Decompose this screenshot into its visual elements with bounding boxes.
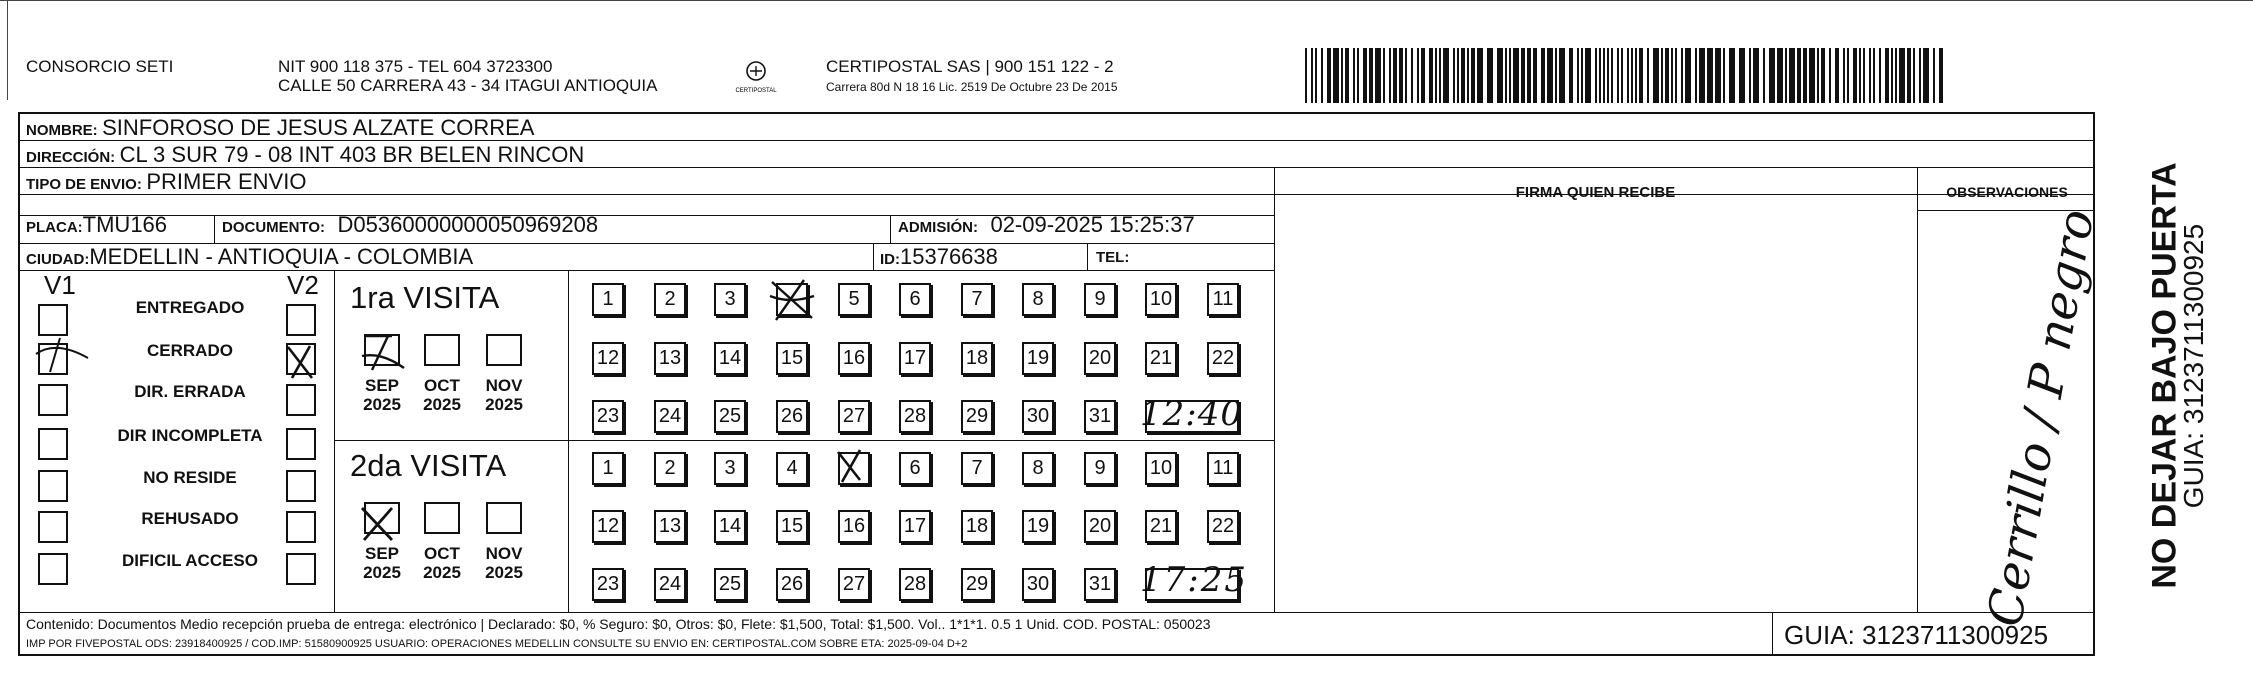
direccion-row [26, 142, 584, 168]
day-box[interactable]: 10 [1145, 283, 1177, 316]
day-box[interactable]: 18 [961, 342, 993, 375]
day-box[interactable]: 25 [714, 400, 746, 433]
month-label [352, 376, 412, 414]
month-name: NOV [485, 376, 523, 395]
day-box[interactable]: 17 [899, 510, 931, 543]
barcode-bar [1933, 48, 1935, 103]
v1-checkbox[interactable] [38, 553, 68, 585]
day-box[interactable]: 24 [654, 400, 686, 433]
day-box[interactable]: 31 [1084, 568, 1116, 601]
v2-checkbox[interactable] [286, 511, 316, 543]
month-year: 2025 [363, 563, 401, 582]
tel-row [1096, 249, 1129, 267]
barcode-bar [1723, 48, 1725, 103]
v1-checkbox[interactable] [38, 304, 68, 336]
month-year: 2025 [485, 395, 523, 414]
line-footer [18, 612, 2095, 613]
day-box[interactable]: 27 [838, 568, 870, 601]
second-visit-title: 2da VISITA [350, 448, 507, 483]
barcode-bar [1685, 48, 1691, 103]
side-guia: GUIA: 3123711300925 [2178, 223, 2210, 509]
company-name: CONSORCIO SETI [26, 57, 174, 76]
barcode-bar [1527, 48, 1531, 103]
barcode-bar [1621, 48, 1623, 103]
barcode-bar [1585, 48, 1591, 103]
barcode-bar [1421, 48, 1425, 103]
barcode-bar [1939, 48, 1943, 103]
barcode-bar [1471, 48, 1475, 103]
day-box[interactable] [838, 452, 870, 485]
barcode-bar [1843, 48, 1845, 103]
barcode-bar [1729, 48, 1735, 103]
barcode-bar [1635, 48, 1637, 103]
day-box[interactable]: 20 [1084, 510, 1116, 543]
day-box[interactable]: 13 [654, 510, 686, 543]
footer-imp: IMP POR FIVEPOSTAL ODS: 23918400925 / COD.IMP: 51580900925 USUARIO: OPERACIONES MEDELLIN CONSULTE SU ENVIO EN: CERTIPOSTAL.COM SOBRE ETA: 2025-09-04 D+2 [26, 638, 968, 650]
month-name: NOV [485, 544, 523, 563]
address-line: CALLE 50 CARRERA 43 - 34 ITAGUI ANTIOQUIA [278, 76, 658, 95]
day-box[interactable]: 16 [838, 510, 870, 543]
barcode-bar [1675, 48, 1677, 103]
barcode-bar [1631, 48, 1633, 103]
barcode-bar [1399, 48, 1403, 103]
barcode-bar [1389, 48, 1391, 103]
v1-checkbox[interactable] [38, 511, 68, 543]
footer-guia: GUIA: 3123711300925 [1784, 620, 2049, 650]
barcode-bar [1417, 48, 1419, 103]
day-box[interactable]: 19 [1022, 510, 1054, 543]
barcode-bar [1353, 48, 1355, 103]
month-year: 2025 [485, 563, 523, 582]
barcode-bar [1873, 48, 1875, 103]
barcode [1305, 48, 1945, 103]
barcode-bar [1789, 48, 1795, 103]
tel-label: TEL: [1096, 249, 1130, 266]
vline-days [568, 270, 569, 612]
day-box[interactable]: 2 [654, 452, 686, 485]
barcode-bar [1369, 48, 1373, 103]
first-visit-title: 1ra VISITA [350, 280, 500, 315]
v1-checkbox[interactable] [38, 384, 68, 416]
nombre-value: SINFOROSO DE JESUS ALZATE CORREA [102, 115, 535, 140]
month-checkbox[interactable] [424, 334, 460, 366]
day-box[interactable]: 7 [961, 283, 993, 316]
barcode-bar [1617, 48, 1619, 103]
month-name: OCT [424, 376, 460, 395]
line-visit-split [334, 440, 1274, 441]
day-box[interactable]: 28 [899, 568, 931, 601]
barcode-bar [1671, 48, 1673, 103]
documento-value: D05360000000050969208 [337, 212, 599, 237]
id-label: ID: [880, 251, 900, 268]
day-box[interactable]: 21 [1145, 342, 1177, 375]
barcode-bar [1907, 48, 1911, 103]
day-box[interactable]: 12 [592, 342, 624, 375]
barcode-bar [1835, 48, 1839, 103]
day-box[interactable]: 3 [714, 452, 746, 485]
barcode-bar [1817, 48, 1819, 103]
barcode-bar [1509, 48, 1511, 103]
month-checkbox[interactable] [486, 502, 522, 534]
line-ciudad2 [18, 270, 1274, 271]
day-box[interactable]: 17 [899, 342, 931, 375]
v1-label: V1 [44, 270, 76, 300]
barcode-bar [1829, 48, 1831, 103]
barcode-bar [1895, 48, 1897, 103]
barcode-bar [1505, 48, 1507, 103]
barcode-bar [1891, 48, 1893, 103]
day-box[interactable]: 11 [1207, 283, 1239, 316]
barcode-bar [1853, 48, 1857, 103]
left-border [7, 0, 8, 100]
day-box[interactable]: 14 [714, 342, 746, 375]
documento-row [222, 212, 598, 238]
vline-status [334, 270, 335, 612]
day-box[interactable]: 16 [838, 342, 870, 375]
month-label [412, 376, 472, 414]
vline-guia [1772, 612, 1773, 656]
barcode-bar [1497, 48, 1503, 103]
day-box[interactable]: 1 [592, 283, 624, 316]
id-row [880, 244, 998, 270]
day-box[interactable]: 10 [1145, 452, 1177, 485]
day-box[interactable]: 23 [592, 568, 624, 601]
month-year: 2025 [423, 395, 461, 414]
month-label [474, 376, 534, 414]
v2-checkbox[interactable] [286, 304, 316, 336]
barcode-bar [1763, 48, 1765, 103]
status-label: DIFICIL ACCESO [121, 551, 258, 570]
v2-checkbox[interactable] [286, 553, 316, 585]
barcode-bar [1345, 48, 1349, 103]
day-box[interactable]: 7 [961, 452, 993, 485]
barcode-bar [1647, 48, 1649, 103]
barcode-bar [1899, 48, 1905, 103]
barcode-bar [1607, 48, 1609, 103]
barcode-bar [1699, 48, 1705, 103]
certipostal-logo [733, 58, 779, 98]
barcode-bar [1577, 48, 1579, 103]
observation-handwriting: Cerrillo / P negro [1976, 205, 2106, 631]
barcode-bar [1457, 48, 1459, 103]
barcode-bar [1599, 48, 1601, 103]
month-year: 2025 [363, 395, 401, 414]
barcode-bar [1777, 48, 1783, 103]
barcode-bar [1695, 48, 1697, 103]
barcode-bar [1513, 48, 1519, 103]
v2-checkbox[interactable] [286, 384, 316, 416]
barcode-bar [1461, 48, 1465, 103]
certipostal-sub: Carrera 80d N 18 16 Lic. 2519 De Octubre 23 De 2015 [826, 80, 1118, 94]
barcode-bar [1847, 48, 1849, 103]
vline-obs [1917, 167, 1918, 612]
tipo-label: TIPO DE ENVIO: [26, 176, 142, 193]
status-label: ENTREGADO [135, 298, 245, 317]
status-label: DIR. ERRADA [134, 382, 246, 401]
barcode-bar [1467, 48, 1469, 103]
barcode-bar [1411, 48, 1413, 103]
barcode-bar [1305, 48, 1307, 103]
barcode-bar [1555, 48, 1557, 103]
day-box[interactable]: 2 [654, 283, 686, 316]
day-box[interactable]: 31 [1084, 400, 1116, 433]
ciudad-row [26, 244, 473, 270]
month-label [352, 544, 412, 582]
day-box[interactable]: 27 [838, 400, 870, 433]
nombre-label: NOMBRE: [26, 122, 98, 139]
barcode-bar [1923, 48, 1929, 103]
barcode-bar [1363, 48, 1367, 103]
vline-admision [890, 215, 891, 243]
status-label: REHUSADO [141, 509, 239, 528]
month-name: OCT [424, 544, 460, 563]
day-box[interactable]: 13 [654, 342, 686, 375]
day-box[interactable]: 18 [961, 510, 993, 543]
barcode-bar [1315, 48, 1317, 103]
barcode-bar [1749, 48, 1751, 103]
barcode-bar [1453, 48, 1455, 103]
id-value: 15376638 [900, 244, 998, 269]
footer-contenido: Contenido: Documentos Medio recepción prueba de entrega: electrónico | Declarado: $0, % Seguro: $0, Otros: $0, Flete: $1,500, Total: $1,500. Vol.. 1*1*1. 0.5 1 Unid. COD. POSTAL: 050023 [26, 616, 1211, 632]
day-box[interactable]: 9 [1084, 452, 1116, 485]
direccion-label: DIRECCIÓN: [26, 149, 116, 166]
day-box[interactable]: 23 [592, 400, 624, 433]
day-box[interactable]: 22 [1207, 510, 1239, 543]
barcode-bar [1859, 48, 1861, 103]
tipo-row [26, 169, 306, 195]
barcode-bar [1327, 48, 1331, 103]
day-box[interactable]: 20 [1084, 342, 1116, 375]
admision-label: ADMISIÓN: [898, 219, 978, 236]
firma-label: FIRMA QUIEN RECIBE [1515, 184, 1676, 201]
top-border [0, 0, 2253, 1]
barcode-bar [1627, 48, 1629, 103]
barcode-bar [1559, 48, 1565, 103]
day-box[interactable]: 8 [1022, 452, 1054, 485]
barcode-bar [1803, 48, 1807, 103]
barcode-bar [1429, 48, 1433, 103]
placa-label: PLACA: [26, 219, 83, 236]
documento-label: DOCUMENTO: [222, 219, 326, 236]
barcode-bar [1333, 48, 1339, 103]
month-checkbox[interactable] [364, 502, 400, 534]
day-box[interactable]: 1 [592, 452, 624, 485]
barcode-bar [1439, 48, 1441, 103]
side-warning: NO DEJAR BAJO PUERTA [2145, 162, 2184, 589]
month-checkbox[interactable] [364, 334, 400, 366]
barcode-bar [1681, 48, 1683, 103]
month-label [474, 544, 534, 582]
day-box[interactable]: 5 [838, 283, 870, 316]
month-checkbox[interactable] [486, 334, 522, 366]
placa-value: TMU166 [82, 212, 168, 237]
day-box[interactable] [776, 283, 808, 316]
first-visit-time: 12:40 [1140, 394, 1243, 434]
barcode-bar [1569, 48, 1573, 103]
vline-placa [214, 215, 215, 243]
day-box[interactable]: 8 [1022, 283, 1054, 316]
barcode-bar [1611, 48, 1613, 103]
day-box[interactable]: 6 [899, 283, 931, 316]
day-box[interactable]: 26 [776, 400, 808, 433]
barcode-bar [1435, 48, 1437, 103]
day-box[interactable]: 29 [961, 400, 993, 433]
day-box[interactable]: 29 [961, 568, 993, 601]
barcode-bar [1357, 48, 1359, 103]
direccion-value: CL 3 SUR 79 - 08 INT 403 BR BELEN RINCON [119, 142, 585, 167]
nit-line: NIT 900 118 375 - TEL 604 3723300 [278, 57, 553, 76]
month-label [412, 544, 472, 582]
barcode-bar [1821, 48, 1825, 103]
v2-checkbox[interactable] [286, 428, 316, 460]
day-box[interactable]: 26 [776, 568, 808, 601]
barcode-bar [1769, 48, 1775, 103]
status-label: NO RESIDE [143, 468, 237, 487]
day-box[interactable]: 30 [1022, 568, 1054, 601]
admision-value: 02-09-2025 15:25:37 [990, 212, 1195, 237]
month-checkbox[interactable] [424, 502, 460, 534]
barcode-bar [1753, 48, 1759, 103]
day-box[interactable]: 14 [714, 510, 746, 543]
barcode-bar [1785, 48, 1787, 103]
v2-checkbox[interactable] [286, 343, 316, 375]
barcode-bar [1321, 48, 1323, 103]
vline-id [873, 243, 874, 270]
barcode-bar [1913, 48, 1915, 103]
day-box[interactable]: 19 [1022, 342, 1054, 375]
nombre-row [26, 115, 534, 141]
month-name: SEP [364, 376, 400, 395]
observaciones-label: OBSERVACIONES [1946, 184, 2068, 200]
v1-checkbox[interactable] [38, 343, 68, 375]
day-box[interactable]: 4 [776, 452, 808, 485]
barcode-bar [1581, 48, 1583, 103]
status-label: CERRADO [147, 341, 233, 360]
second-visit-time: 17:25 [1140, 560, 1248, 600]
barcode-bar [1477, 48, 1483, 103]
day-box[interactable]: 3 [714, 283, 746, 316]
day-box[interactable]: 15 [776, 342, 808, 375]
month-year: 2025 [423, 563, 461, 582]
barcode-bar [1715, 48, 1721, 103]
svg-text:CERTIPOSTAL: CERTIPOSTAL [735, 88, 777, 94]
admision-row [898, 212, 1195, 238]
month-name: SEP [364, 544, 400, 563]
day-box[interactable]: 6 [899, 452, 931, 485]
barcode-bar [1487, 48, 1493, 103]
barcode-bar [1341, 48, 1343, 103]
barcode-bar [1595, 48, 1597, 103]
barcode-bar [1653, 48, 1659, 103]
v1-checkbox[interactable] [38, 470, 68, 502]
barcode-bar [1603, 48, 1605, 103]
day-box[interactable]: 9 [1084, 283, 1116, 316]
ciudad-value: MEDELLIN - ANTIOQUIA - COLOMBIA [89, 244, 474, 269]
barcode-bar [1547, 48, 1553, 103]
barcode-bar [1879, 48, 1881, 103]
barcode-bar [1393, 48, 1397, 103]
day-box[interactable]: 28 [899, 400, 931, 433]
day-box[interactable]: 30 [1022, 400, 1054, 433]
day-box[interactable]: 24 [654, 568, 686, 601]
vline-tel [1087, 243, 1088, 270]
barcode-bar [1661, 48, 1663, 103]
barcode-bar [1533, 48, 1537, 103]
day-box[interactable]: 11 [1207, 452, 1239, 485]
barcode-bar [1809, 48, 1815, 103]
barcode-bar [1869, 48, 1871, 103]
barcode-bar [1383, 48, 1385, 103]
v1-checkbox[interactable] [38, 428, 68, 460]
day-box[interactable]: 15 [776, 510, 808, 543]
barcode-bar [1375, 48, 1381, 103]
barcode-bar [1405, 48, 1407, 103]
ciudad-label: CIUDAD: [26, 251, 90, 268]
barcode-bar [1443, 48, 1449, 103]
day-box[interactable]: 22 [1207, 342, 1239, 375]
placa-row [26, 212, 167, 238]
day-box[interactable]: 12 [592, 510, 624, 543]
day-box[interactable]: 21 [1145, 510, 1177, 543]
barcode-bar [1739, 48, 1745, 103]
barcode-bar [1863, 48, 1865, 103]
barcode-bar [1919, 48, 1921, 103]
v2-label: V2 [287, 270, 319, 300]
tipo-value: PRIMER ENVIO [146, 169, 307, 194]
v2-checkbox[interactable] [286, 470, 316, 502]
barcode-bar [1311, 48, 1313, 103]
barcode-bar [1707, 48, 1713, 103]
status-label: DIR INCOMPLETA [117, 426, 263, 445]
day-box[interactable]: 25 [714, 568, 746, 601]
barcode-bar [1885, 48, 1889, 103]
vline-firma [1274, 167, 1275, 612]
barcode-bar [1797, 48, 1801, 103]
barcode-bar [1639, 48, 1643, 103]
barcode-bar [1541, 48, 1545, 103]
certipostal-line: CERTIPOSTAL SAS | 900 151 122 - 2 [826, 57, 1114, 76]
barcode-bar [1665, 48, 1669, 103]
barcode-bar [1521, 48, 1525, 103]
